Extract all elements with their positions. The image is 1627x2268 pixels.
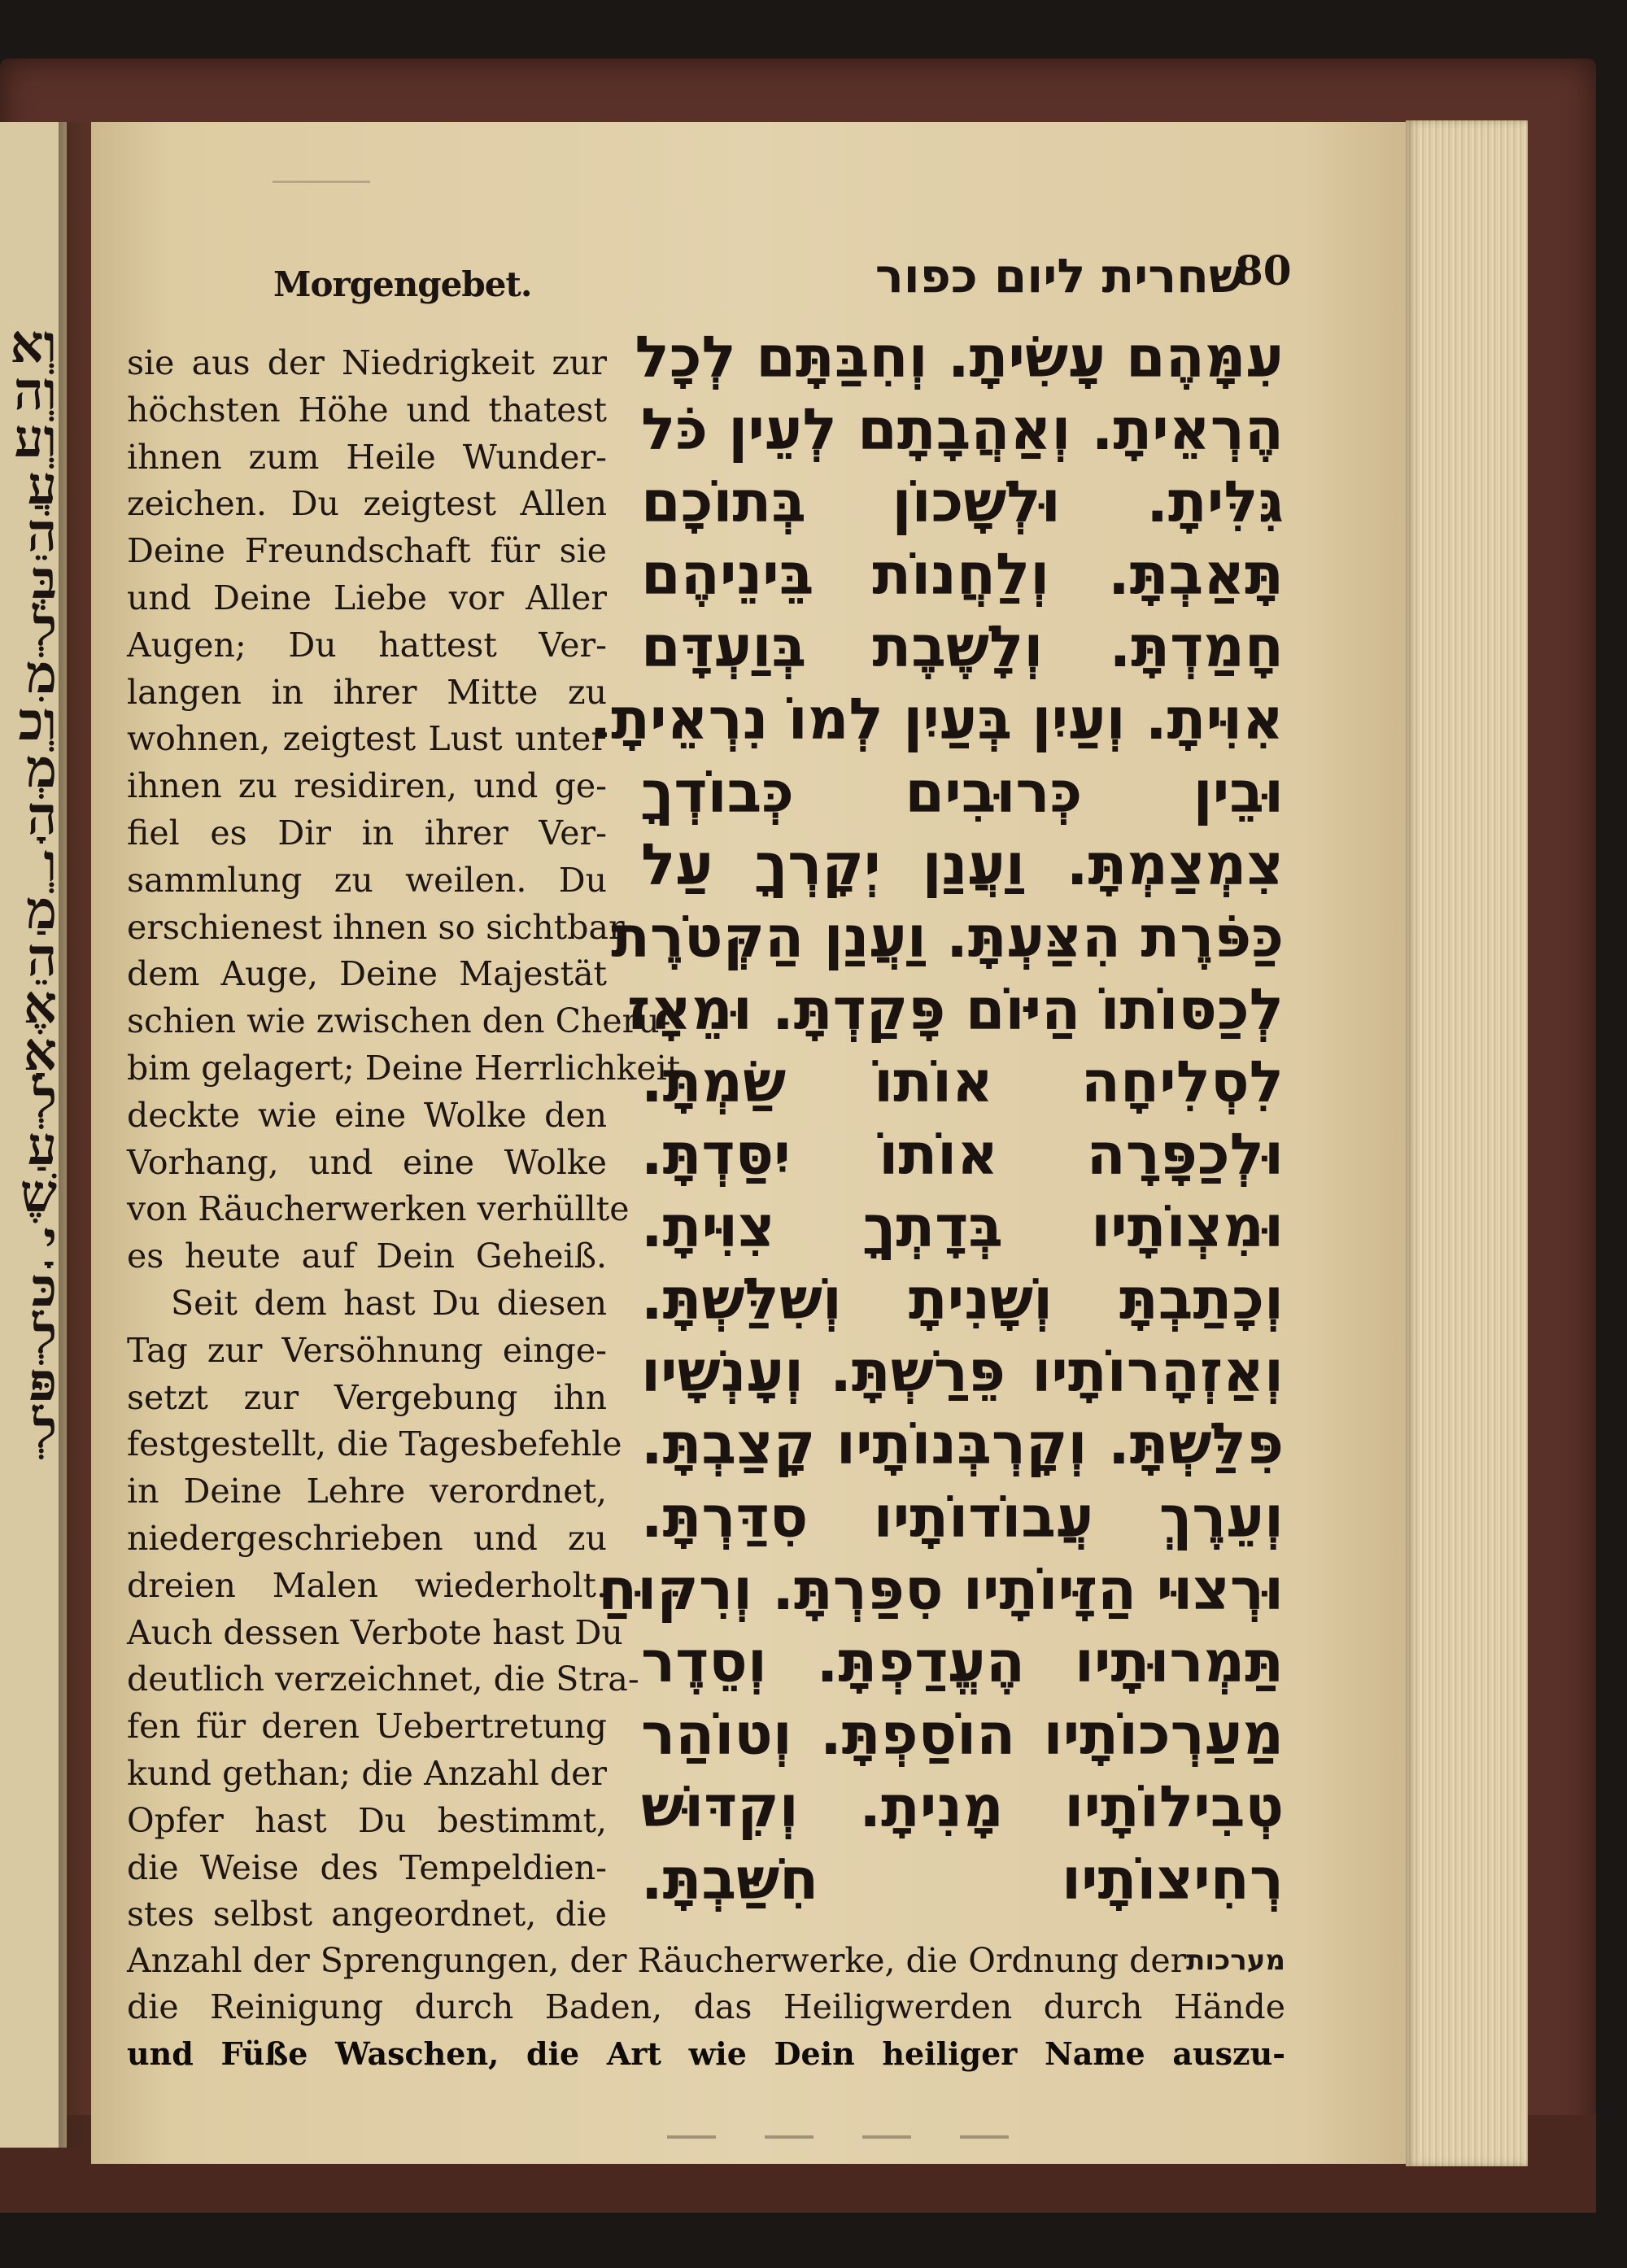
facing-page-fragment: מְ: [26, 739, 57, 800]
german-text-line: setzt zur Vergebung ihn: [127, 1377, 607, 1417]
german-text-line: deckte wie eine Wolke den: [127, 1095, 607, 1135]
german-text-line: sie aus der Niedrigkeit zur: [127, 343, 607, 382]
hebrew-text-line: אִוִּיתָ. וְעַיִן בְּעַיִן לְמוֹ נִרְאֵיתָ.: [589, 686, 1284, 753]
facing-page-fragment: וְע: [14, 408, 57, 469]
page-number: 80: [1235, 246, 1292, 294]
running-header-hebrew: שחרית ליום כפור: [875, 248, 1245, 303]
facing-page-fragment: הֵ: [27, 503, 57, 564]
german-text-line: es heute auf Dein Geheiß.: [127, 1236, 607, 1276]
facing-page-fragment: וְכ: [18, 691, 57, 752]
hebrew-text-line: וּמִצְוֹתָיו בְּדָתְךָ צִוִּיתָ.: [641, 1193, 1284, 1261]
german-text-line: deutlich verzeichnet, die Stra-: [127, 1660, 639, 1699]
german-text-line: Seit dem hast Du diesen: [171, 1283, 607, 1323]
continuation-line: die Reinigung durch Baden, das Heiligwerden durch Hände: [127, 1987, 1285, 2026]
hebrew-prayer-column: [589, 321, 1284, 1916]
german-text-line: wohnen, zeigtest Lust unter: [127, 719, 607, 759]
facing-page-fragment: לְ: [33, 1069, 57, 1130]
continuation-line: Anzahl der Sprengungen, der Räucherwerke, die Ordnung der: [127, 1941, 1187, 1980]
hebrew-text-line: צִמְצַמְתָּ. וַעֲנַן יְקָרְךָ עַל: [641, 831, 1284, 898]
german-text-line: fiel es Dir in ihrer Ver-: [127, 813, 607, 853]
hebrew-text-line: גִּלִּיתָ. וּלְשָׁכוֹן בְּתוֹכָם: [641, 469, 1284, 536]
german-text-line: langen in ihrer Mitte zu: [127, 672, 607, 712]
hebrew-text-line: וְכָתַבְתָּ וְשָׁנִיתָ וְשִׁלַּשְׁתָּ.: [641, 1266, 1284, 1333]
german-text-line: stes selbst angeordnet, die: [127, 1895, 607, 1934]
hebrew-text-line: וּרְצוּי הַזָּיוֹתָיו סִפַּרְתָּ. וְרִקּוּחַ: [598, 1555, 1284, 1623]
german-text-line: die Weise des Tempeldien-: [127, 1847, 607, 1887]
facing-page-fragment: לְ: [33, 1399, 57, 1460]
german-text-line: erschienest ihnen so sichtbar: [127, 907, 625, 947]
page-smudge: [273, 181, 370, 183]
hebrew-text-line: כַּפֹּרֶת הִצַּעְתָּ. וַעֲנַן הַקְּטֹרֶת: [611, 903, 1284, 970]
facing-page-fragment: בְּ: [32, 550, 57, 611]
catchword: מערכות: [1186, 1944, 1285, 1977]
german-text-line: Augen; Du hattest Ver-: [127, 625, 607, 665]
german-text-line: von Räucherwerken verhüllte: [127, 1189, 630, 1229]
running-header-german: Morgengebet.: [273, 264, 532, 304]
facing-page-fragment: וְה: [13, 361, 57, 422]
hebrew-text-line: לְכַסּוֹתוֹ הַיּוֹם פָּקַדְתָּ. וּמֵאָז: [627, 975, 1284, 1043]
facing-page-fragment: לְ: [33, 1305, 57, 1366]
hebrew-text-line: וּלְכַפָּרָה אוֹתוֹ יִסַּדְתָּ.: [641, 1121, 1284, 1189]
german-translation-column: [127, 340, 681, 1939]
german-text-line: Deine Freundschaft für sie: [127, 531, 607, 571]
hebrew-text-line: וְאַזְהָרוֹתָיו פֵּרַשְׁתָּ. וְעָנְשָׁיו: [641, 1338, 1284, 1406]
hebrew-text-line: לִסְלִיחָה אוֹתוֹ שַׂמְתָּ.: [641, 1048, 1284, 1115]
german-text-line: Vorhang, und eine Wolke: [127, 1142, 607, 1182]
hebrew-text-line: וְעֵרֶךְ עֲבוֹדוֹתָיו סִדַּרְתָּ.: [641, 1483, 1284, 1551]
facing-page-fragment: וְ: [43, 833, 57, 894]
german-text-line: festgestellt, die Tagesbefehle: [127, 1424, 622, 1464]
german-text-line: kund gethan; die Anzahl der: [127, 1753, 607, 1793]
german-text-line: ihnen zu residiren, und ge-: [127, 766, 607, 806]
facing-page-fragment: הֵ: [27, 927, 57, 988]
facing-page-fragment: אָ: [23, 1022, 57, 1083]
hebrew-text-line: וּבֵין כְּרוּבִים כְּבוֹדְךָ: [641, 758, 1284, 826]
hebrew-text-line: עִמָּהֶם עָשִׂיתָ. וְחִבַּתָּם לְכָל: [635, 324, 1284, 390]
german-text-line: in Deine Lehre verordnet,: [127, 1472, 607, 1511]
facing-page-fragment: עֲ: [27, 456, 57, 517]
hebrew-text-line: הֶרְאֵיתָ. וְאַהֲבָתָם לְעֵין כֹּל: [641, 396, 1284, 464]
hebrew-text-line: טְבִילוֹתָיו מָנִיתָ. וְקִדּוּשׁ: [641, 1773, 1284, 1840]
german-text-line: dem Auge, Deine Majestät: [127, 954, 607, 994]
german-text-line: niedergeschrieben und zu: [127, 1518, 607, 1558]
facing-page-fragment: כִּ: [31, 1258, 57, 1319]
facing-page-fragment: וְא: [10, 321, 57, 375]
german-continuation: [127, 1938, 1285, 2077]
hebrew-text-line: רְחִיצוֹתָיו חִשַּׁבְתָּ.: [641, 1845, 1284, 1913]
continuation-line: und Füße Waschen, die Art wie Dein heiliger Name auszu-: [127, 2035, 1285, 2072]
german-text-line: Tag zur Versöhnung einge-: [127, 1330, 607, 1370]
facing-page-fragment: פִּ: [28, 1352, 57, 1413]
page-bottom-marks: [667, 2135, 1009, 2139]
german-text-line: ihnen zum Heile Wunder-: [127, 437, 607, 477]
german-text-line: höchsten Höhe und thatest: [127, 390, 607, 430]
hebrew-text-line: תַּמְרוּתָיו הֶעֱדַפְתָּ. וְסֵדֶר: [641, 1628, 1284, 1695]
german-text-line: fen für deren Uebertretung: [127, 1707, 607, 1747]
hebrew-text-line: חָמַדְתָּ. וְלָשֶׁבֶת בְּוַעְדָּם: [641, 613, 1284, 681]
german-text-line: und Deine Liebe vor Aller: [127, 578, 607, 617]
hebrew-text-line: פִּלַּשְׁתָּ. וְקָרְבְּנוֹתָיו קָצַבְתָּ.: [641, 1411, 1284, 1478]
facing-page-fragment: עַ: [27, 1116, 57, 1177]
hebrew-text-line: מַעַרְכוֹתָיו הוֹסַפְתָּ. וְטוֹהַר: [641, 1700, 1284, 1768]
facing-page-fragment: הָ: [27, 786, 57, 847]
facing-page-fragment: מַ: [26, 880, 57, 941]
facing-page-fragment: לְ: [33, 597, 57, 658]
facing-page-fragment: שֶׁ: [20, 1163, 57, 1224]
facing-page-fragment: יָ: [43, 1210, 57, 1271]
german-text-line: zeichen. Du zeigtest Allen: [127, 484, 607, 524]
german-text-line: Opfer hast Du bestimmt,: [127, 1800, 607, 1840]
hebrew-text-line: תָּאַבְתָּ. וְלַחֲנוֹת בֵּינֵיהֶם: [641, 541, 1284, 608]
facing-page-fragment: אֶ: [23, 975, 57, 1036]
german-text-line: dreien Malen wiederholt.: [127, 1565, 607, 1605]
facing-page-fragment: מִ: [26, 644, 57, 705]
german-text-line: sammlung zu weilen. Du: [127, 860, 607, 900]
german-text-line: bim gelagert; Deine Herrlichkeit: [127, 1048, 681, 1088]
german-text-line: schien wie zwischen den Cheru-: [127, 1001, 671, 1041]
german-text-line: Auch dessen Verbote hast Du: [127, 1612, 623, 1652]
